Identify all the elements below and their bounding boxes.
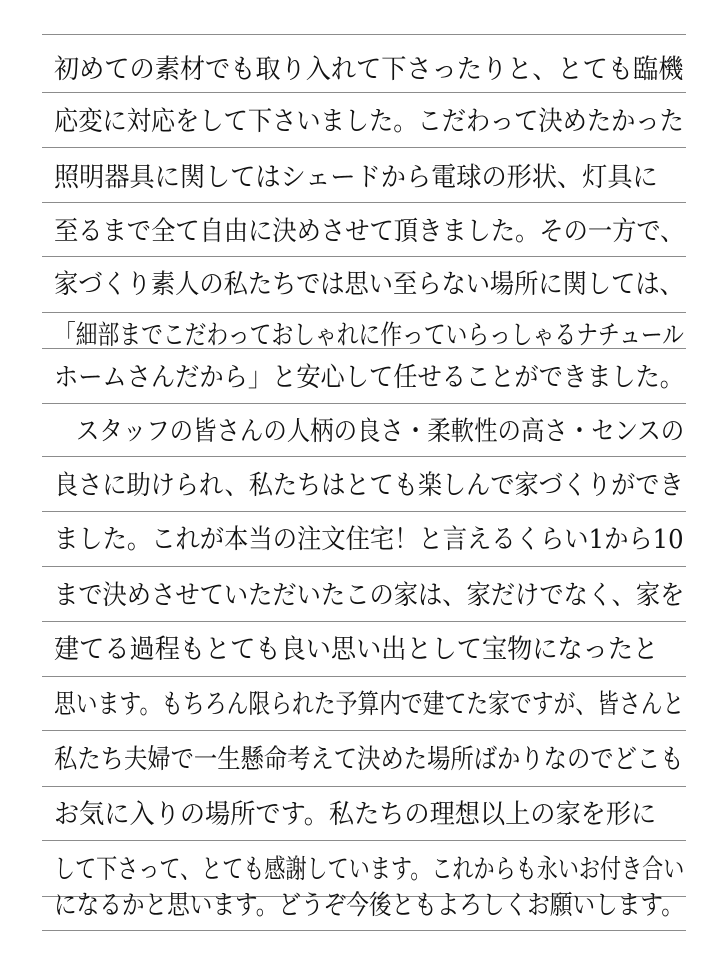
letter-line: お気に入りの場所です。私たちの理想以上の家を形に <box>54 799 657 830</box>
ruled-line <box>42 147 686 148</box>
ruled-line <box>42 566 686 567</box>
ruled-line <box>42 456 686 457</box>
letter-line: 「細部までこだわっておしゃれに作っていらっしゃるナチュール <box>54 320 684 351</box>
letter-line: 建てる過程もとても良い思い出として宝物になったと <box>54 634 659 665</box>
letter-line: になるかと思います。どうぞ今後ともよろしくお願いします。 <box>54 890 684 921</box>
letter-line: 思います。もちろん限られた予算内で建てた家ですが、皆さんと <box>54 689 685 720</box>
ruled-line <box>42 202 686 203</box>
ruled-line <box>42 511 686 512</box>
letter-line: 私たち夫婦で一生懸命考えて決めた場所ばかりなのでどこも <box>54 744 684 775</box>
letter-line: スタッフの皆さんの人柄の良さ・柔軟性の高さ・センスの <box>76 416 684 447</box>
letter-line: 応変に対応をして下さいました。こだわって決めたかった <box>54 106 684 137</box>
ruled-line <box>42 312 686 313</box>
letter-line: 初めての素材でも取り入れて下さったりと、とても臨機 <box>54 54 684 85</box>
letter-line: ました。これが本当の注文住宅！と言えるくらい1から10 <box>54 524 684 555</box>
ruled-line <box>42 786 686 787</box>
letter-line: 至るまで全て自由に決めさせて頂きました。その一方で、 <box>54 216 685 247</box>
ruled-line <box>42 34 686 35</box>
letter-line: まで決めさせていただいたこの家は、家だけでなく、家を <box>54 580 685 611</box>
ruled-line <box>42 403 686 404</box>
ruled-line <box>42 730 686 731</box>
ruled-line <box>42 621 686 622</box>
letter-line: 家づくり素人の私たちでは思い至らない場所に関しては、 <box>54 269 684 300</box>
ruled-line <box>42 256 686 257</box>
ruled-line <box>42 930 686 931</box>
ruled-line <box>42 92 686 93</box>
letter-line: して下さって、とても感謝しています。これからも永いお付き合い <box>54 854 685 885</box>
letter-line: 良さに助けられ、私たちはとても楽しんで家づくりができ <box>54 470 684 501</box>
letter-line: ホームさんだから」と安心して任せることができました。 <box>54 362 685 393</box>
ruled-line <box>42 676 686 677</box>
letter-line: 照明器具に関してはシェードから電球の形状、灯具に <box>54 162 658 193</box>
ruled-line <box>42 840 686 841</box>
